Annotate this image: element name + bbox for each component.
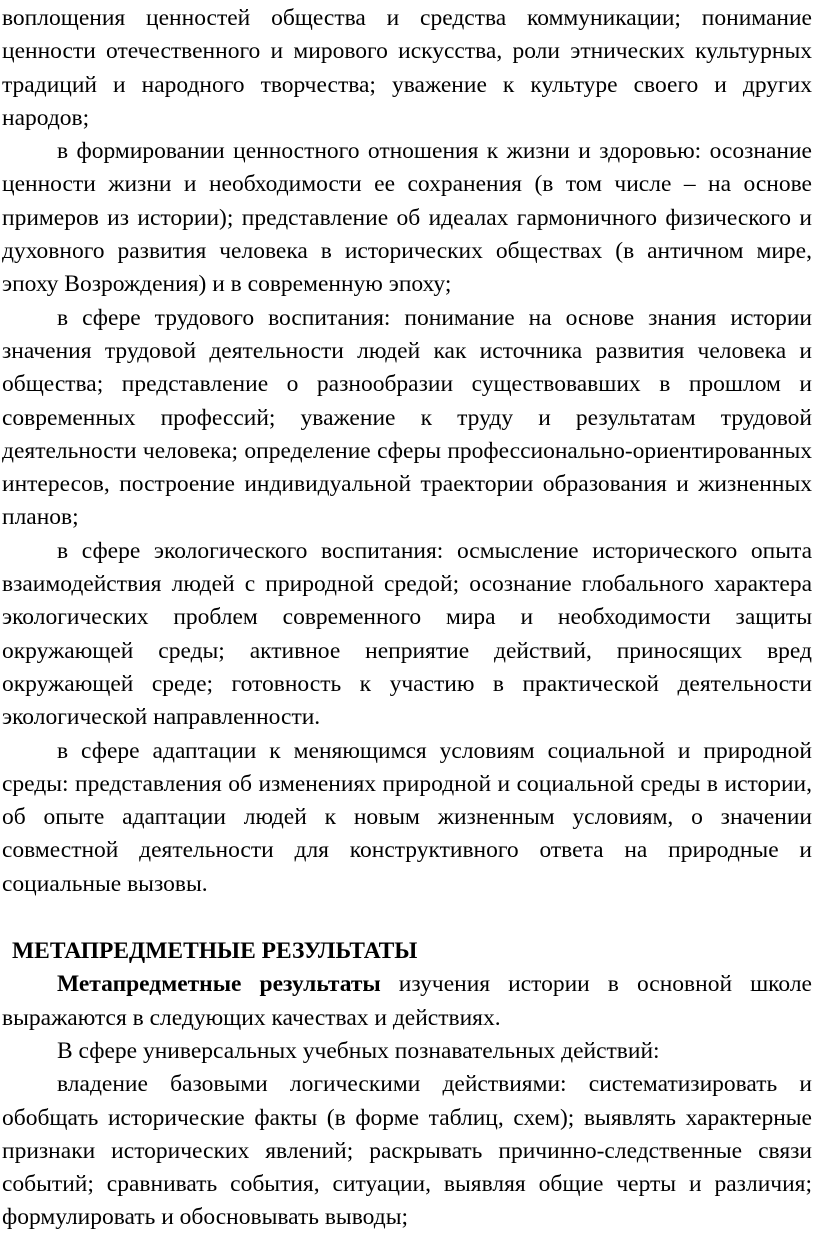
paragraph-cognitive-actions: В сфере универсальных учебных познавательных действий: xyxy=(57,1037,660,1064)
paragraph-continuation: воплощения ценностей общества и средства коммуникации; понимание ценности отечественного и мирового искусства, роли этнических культурных традиций и народного творчества; уважение к культуре своего и других народов; xyxy=(2,5,812,131)
paragraph-health-values: в формировании ценностного отношения к жизни и здоровью: осознание ценности жизни и необходимости ее сохранения (в том числе – на основе примеров из истории); представление об идеалах гармоничного физического и духовного развития человека в исторических обществах (в античном мире, эпоху Возрождения) и в современную эпоху; xyxy=(2,138,812,298)
intro-rest-text: изучения истории в основной школе выражаются в следующих качествах и действиях. xyxy=(2,971,812,1031)
section-heading: МЕТАПРЕДМЕТНЫЕ РЕЗУЛЬТАТЫ xyxy=(12,938,418,965)
paragraph-labor-education: в сфере трудового воспитания: понимание на основе знания истории значения трудовой деятельности людей как источника развития человека и общества; представление о разнообразии существовавших в прошлом и современных профессий; уважение к труду и результатам трудовой деятельности человека; определение сферы профессионально-ориентированных интересов, построение индивидуальной траектории образования и жизненных планов; xyxy=(2,304,812,531)
paragraph-logical-actions: владение базовыми логическими действиями: систематизировать и обобщать исторические факты (в форме таблиц, схем); выявлять характерные признаки исторических явлений; раскрывать причинно-следственные связи событий; сравнивать события, ситуации, выявляя общие черты и различия; формулировать и обосновывать выводы; xyxy=(2,1071,812,1231)
intro-bold-term: Метапредметные результаты xyxy=(57,971,381,998)
paragraph-adaptation: в сфере адаптации к меняющимся условиям социальной и природной среды: представления об изменениях природной и социальной среды в истории, об опыте адаптации людей к новым жизненным условиям, о значении совместной деятельности для конструктивного ответа на природные и социальные вызовы. xyxy=(2,737,812,897)
paragraph-ecological-education: в сфере экологического воспитания: осмысление исторического опыта взаимодействия людей с природной средой; осознание глобального характера экологических проблем современного мира и необходимости защиты окружающей среды; активное неприятие действий, приносящих вред окружающей среде; готовность к участию в практической деятельности экологической направленности. xyxy=(2,537,812,731)
paragraph-meta-intro xyxy=(2,968,812,1035)
